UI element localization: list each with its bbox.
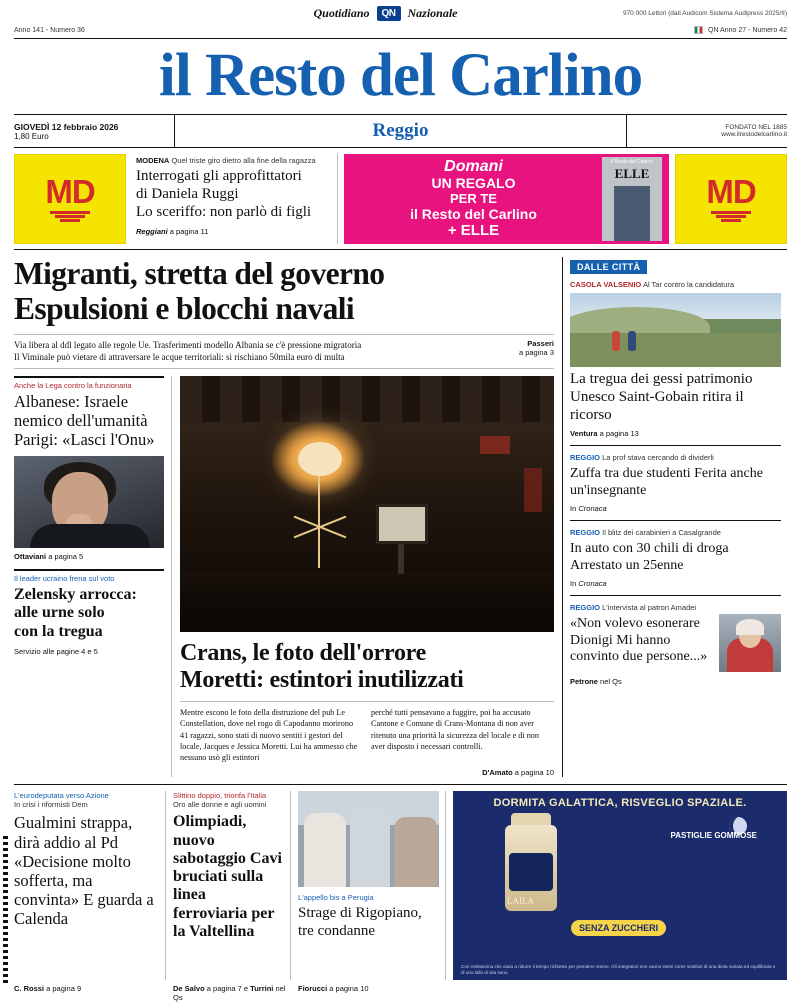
lead-story[interactable]	[14, 257, 554, 368]
rigopiano-ref-name: Fiorucci	[298, 984, 328, 994]
casola-kicker-city: CASOLA VALSENIO	[570, 280, 642, 290]
zuffa-kicker	[570, 453, 781, 462]
lead-ref-name: Passeri	[527, 338, 554, 348]
rigopiano-story[interactable]	[298, 791, 446, 980]
lead-headline	[14, 257, 554, 326]
olimpiadi-ref-name: De Salvo	[173, 984, 205, 994]
bottom-references	[14, 984, 787, 1002]
right-item-casola[interactable]	[570, 280, 781, 446]
olimpiadi-ref-page: a pagina 7 e	[206, 984, 249, 994]
rigopiano-photo	[298, 791, 439, 887]
elle-ad-line2: UN REGALO	[431, 175, 516, 192]
laila-brand-name: LAILA	[507, 896, 534, 907]
gualmini-kicker-2: In crisi i riformisti Dem	[14, 800, 88, 810]
albanese-headline	[14, 393, 164, 450]
md-ad-right[interactable]	[675, 154, 787, 244]
crans-fire-photo	[180, 376, 554, 632]
droga-kicker	[570, 528, 781, 537]
zelensky-service-ref: Servizio alle pagine 4 e 5	[14, 647, 98, 657]
zelensky-headline-line2: alle urne solo	[14, 604, 105, 622]
elle-cover-figure	[614, 186, 650, 241]
website-url[interactable]: www.ilrestodelcarlino.it	[721, 131, 787, 139]
zuffa-headline: Zuffa tra due studenti Ferita anche un'insegnante	[570, 466, 763, 498]
promo-headline	[136, 168, 331, 221]
albanese-credit-page: a pagina 5	[48, 551, 84, 561]
page-title	[14, 42, 787, 109]
amadei-content	[570, 612, 781, 672]
qn-word-left: Quotidiano	[313, 5, 370, 20]
right-item-zuffa[interactable]	[570, 453, 781, 521]
laila-badge: SENZA ZUCCHERI	[571, 920, 666, 936]
laila-legal-text: Con melatonina che aiuta a ridurre il tempo richiesto per prendere sonno. Gli integratori non vanno intesi come sostituti di una dieta variata ed equilibrata e di uno stile di vita sano.	[461, 963, 776, 975]
amadei-ref	[570, 677, 781, 686]
right-column	[562, 257, 781, 777]
main-grid	[14, 257, 787, 777]
zelensky-headline	[14, 586, 164, 642]
amadei-kicker	[570, 603, 781, 612]
lead-lower-row	[14, 376, 554, 778]
bottom-row	[14, 784, 787, 980]
promo-byline	[136, 227, 331, 236]
casola-ref-page: a pagina 13	[599, 429, 639, 439]
olimpiadi-story[interactable]	[173, 791, 291, 980]
olimpiadi-ref	[173, 984, 291, 1002]
zuffa-ref-page: Cronaca	[578, 504, 607, 514]
edition-name-box	[174, 115, 627, 147]
gualmini-story[interactable]	[14, 791, 166, 980]
readers-stat: 970.000 Lettori (dati Audicom Sistema Audipress 2025/II)	[622, 9, 787, 17]
md-ad-left[interactable]	[14, 154, 126, 244]
laila-ad[interactable]	[453, 791, 787, 980]
droga-kicker-city: REGGIO	[570, 528, 601, 538]
masthead-name: Resto del Carlino	[205, 42, 643, 109]
laila-product-type: PASTIGLIE GOMMOSE	[670, 831, 757, 841]
crans-sig-name: D'Amato	[482, 768, 513, 778]
zuffa-kicker-text: La prof stava cercando di dividerli	[602, 453, 714, 463]
center-story[interactable]	[180, 376, 554, 778]
gualmini-headline: Gualmini strappa, dirà addio al Pd «Decisione molto sofferta, ma convinta» E guarda a Calenda	[14, 813, 154, 929]
lead-subhead-text	[14, 339, 488, 364]
lead-reference	[488, 339, 554, 364]
zuffa-kicker-city: REGGIO	[570, 453, 601, 463]
dateline-right	[627, 115, 787, 147]
elle-ad-line5: + ELLE	[447, 222, 500, 240]
md-logo	[45, 175, 94, 223]
lead-headline-line1: Migranti, stretta del governo	[14, 256, 385, 292]
casola-kicker	[570, 280, 781, 289]
cover-price: 1,80 Euro	[14, 131, 49, 141]
elle-magazine-cover-image	[602, 157, 662, 241]
md-logo-bars-icon-2	[706, 211, 755, 222]
amadei-ref-page: nel Qs	[600, 677, 622, 687]
zuffa-ref-name: In	[570, 504, 577, 514]
promo-story-modena[interactable]	[132, 154, 338, 244]
edition-name: Reggio	[372, 120, 429, 142]
crans-headline-line2: Moretti: estintori inutilizzati	[180, 666, 464, 693]
masthead-article: il	[158, 42, 206, 109]
gualmini-ref-name: C. Rossi	[14, 984, 45, 994]
casola-headline: La tregua dei gessi patrimonio Unesco Saint-Gobain ritira il ricorso	[570, 371, 753, 423]
promo-kicker	[136, 156, 331, 165]
promo-kicker-text: Quel triste giro dietro alla fine della ragazza	[171, 156, 316, 166]
zelensky-kicker: Il leader ucraino frena sul voto	[14, 569, 164, 583]
lead-subhead	[14, 334, 554, 369]
amadei-kicker-city: REGGIO	[570, 603, 601, 613]
edge-barcode-strip	[3, 836, 8, 986]
promo-byline-page: a pagina 11	[169, 227, 209, 237]
albanese-photo	[14, 456, 164, 548]
amadei-text	[570, 612, 713, 666]
elle-ad-line1: Domani	[444, 158, 503, 176]
amadei-photo	[719, 614, 781, 672]
issue-line	[14, 22, 787, 34]
albanese-kicker: Anche la Lega contro la funzionaria	[14, 376, 164, 390]
right-item-amadei[interactable]	[570, 603, 781, 686]
rigopiano-headline: Strage di Rigopiano, tre condanne	[298, 905, 422, 939]
gualmini-ref-page: a pagina 9	[46, 984, 82, 994]
promo-headline-line2: di Daniela Ruggi	[136, 185, 239, 202]
rigopiano-kicker: L'appello bis a Perugia	[298, 893, 374, 903]
casola-photo	[570, 293, 781, 367]
elle-cover-title: ELLE	[614, 166, 650, 182]
zelensky-headline-line3: con la tregua	[14, 622, 103, 640]
droga-ref-page: Cronaca	[578, 579, 607, 589]
promo-kicker-city: MODENA	[136, 156, 170, 166]
amadei-ref-name: Petrone	[570, 677, 598, 687]
casola-ref-name: Ventura	[570, 429, 598, 439]
elle-ad-line3: PER TE	[450, 191, 497, 206]
albanese-story[interactable]	[14, 376, 164, 561]
qn-issue-meta	[694, 26, 787, 34]
left-sub-column	[14, 376, 172, 778]
left-main-column	[14, 257, 554, 777]
qn-brandmark	[214, 6, 557, 21]
masthead	[14, 39, 787, 109]
dateline-left	[14, 115, 174, 147]
albanese-credit	[14, 552, 164, 561]
founded-year: FONDATO NEL 1885	[725, 124, 787, 132]
elle-ad-line4: il Resto del Carlino	[410, 205, 537, 222]
promo-headline-line1: Interrogati gli approfittatori	[136, 168, 302, 185]
amadei-kicker-text: L'intervista al patron Amadei	[602, 603, 697, 613]
droga-ref	[570, 579, 781, 588]
olimpiadi-headline: Olimpiadi, nuovo sabotaggio Cavi bruciati sulla linea ferroviaria per la Valtellina	[173, 813, 282, 940]
droga-headline: In auto con 30 chili di droga Arrestato un 25enne	[570, 541, 729, 573]
qn-word-right: Nazionale	[407, 5, 458, 20]
promo-row	[14, 154, 787, 250]
md-logo-text-2: MD	[706, 173, 756, 211]
publication-date: GIOVEDÌ 12 febbraio 2026	[14, 121, 119, 132]
albanese-headline-line2: nemico dell'umanità	[14, 410, 148, 430]
crans-body	[180, 701, 554, 764]
albanese-headline-line3: Parigi: «Lasci l'Onu»	[14, 429, 155, 449]
olimpiadi-ref-page-2: nel Qs	[173, 984, 286, 1002]
zelensky-headline-line1: Zelensky arrocca:	[14, 585, 137, 603]
dateline-bar	[14, 114, 787, 148]
albanese-headline-line1: Albanese: Israele	[14, 391, 129, 411]
section-badge-dalle-citta: DALLE CITTÀ	[570, 260, 647, 274]
right-item-droga[interactable]	[570, 528, 781, 596]
lead-headline-line2: Espulsioni e blocchi navali	[14, 290, 355, 326]
lead-sub-line2: Il Viminale può vietare di attraversare le acque territoriali: si rischiano 50mila euro di multa	[14, 352, 345, 363]
lead-ref-page: a pagina 3	[518, 348, 554, 358]
elle-ad-text	[351, 158, 596, 240]
zuffa-ref	[570, 504, 781, 513]
gualmini-kicker-1: L'eurodeputata verso Azione	[14, 791, 109, 801]
lead-sub-line1: Via libera al ddl legato alle regole Ue. Trasferimenti modello Albania se c'è pressione migratoria	[14, 339, 362, 350]
qn-logo-icon: QN	[377, 6, 401, 21]
crans-signature	[180, 768, 554, 777]
promo-headline-line3: Lo sceriffo: non parlò di figli	[136, 203, 312, 220]
laila-ad-headline: DORMITA GALATTICA, RISVEGLIO SPAZIALE.	[493, 797, 747, 810]
laila-brand	[507, 896, 534, 906]
qn-issue-number: QN Anno 27 - Numero 42	[708, 26, 787, 34]
casola-ref	[570, 429, 781, 438]
droga-kicker-text: Il blitz dei carabinieri a Casalgrande	[602, 528, 721, 538]
italian-flag-icon	[694, 26, 703, 34]
olimpiadi-kicker-2: Oro alle donne e agli uomini	[173, 800, 267, 810]
md-logo-bars-icon	[45, 211, 94, 222]
casola-kicker-text: Al Tar contro la candidatura	[642, 280, 735, 290]
issue-number: Anno 141 - Numero 36	[14, 26, 85, 34]
amadei-headline: «Non volevo esonerare Dionigi Mi hanno convinto due persone...»	[570, 616, 708, 665]
crans-body-col1: Mentre escono le foto della distruzione del pub Le Constellation, dove nel rogo di Capodanno morirono 41 ragazzi, sono stati di nuovo sentiti i gestori del locale, Jacques e Jessica Moretti. Lui ha ammesso che nessuno usò gli estintori	[180, 707, 358, 763]
albanese-credit-name: Ottaviani	[14, 551, 47, 561]
olimpiadi-ref-name-2: Turrini	[250, 984, 274, 994]
crans-sig-page: a pagina 10	[514, 768, 554, 778]
gualmini-ref	[14, 984, 166, 1002]
rigopiano-ref	[298, 984, 446, 1002]
elle-gift-ad[interactable]	[344, 154, 669, 244]
md-logo-2	[706, 175, 755, 223]
promo-byline-name: Reggiani	[136, 227, 168, 237]
zelensky-story[interactable]	[14, 569, 164, 657]
rigopiano-ref-page: a pagina 10	[329, 984, 369, 994]
crans-headline	[180, 640, 554, 694]
droga-ref-name: In	[570, 579, 577, 589]
elle-cover-top-text: il Resto del Carlino	[611, 159, 653, 166]
md-logo-text: MD	[45, 173, 95, 211]
olimpiadi-kicker-1: Slittino doppio, trionfa l'Italia	[173, 791, 267, 801]
top-strip	[14, 0, 787, 22]
laila-jar-label	[509, 853, 553, 891]
crans-body-col2: perché tutti pensavano a fuggire, poi ha accusato Cantone e Comune di Crans-Montana di non aver ritenuto una priorità la sicurezza del locale e di non aver disposto i necessari controlli.	[371, 707, 539, 751]
crans-headline-line1: Crans, le foto dell'orrore	[180, 639, 426, 666]
